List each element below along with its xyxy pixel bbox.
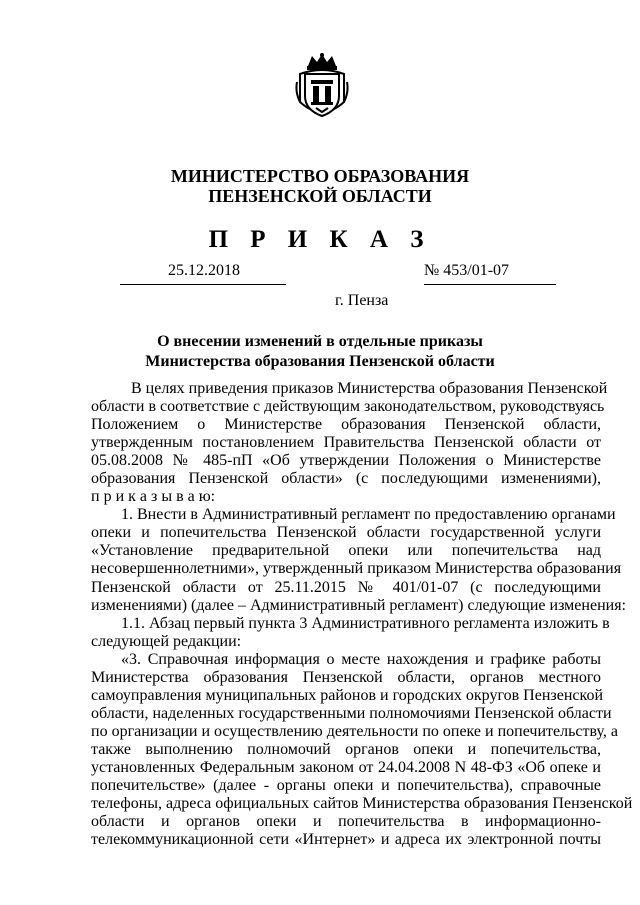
body-line: Пензенской области от 25.11.2015 № 401/01-07 (с последующими	[91, 578, 601, 596]
body-line: 1.1. Абзац первый пункта 3 Административного регламента изложить в	[121, 614, 610, 632]
body-line: несовершеннолетними», утвержденный приказом Министерства образования	[91, 560, 622, 578]
subject-line1: О внесении изменений в отдельные приказы	[157, 333, 483, 350]
body-line: изменениями) (далее – Административный регламент) следующие изменения:	[91, 596, 626, 614]
body-line: опеки и попечительства Пензенской области государственной услуги	[91, 524, 601, 542]
body-line: следующей редакции:	[91, 632, 242, 650]
number-underline	[424, 284, 556, 285]
ministry-name-line2: ПЕНЗЕНСКОЙ ОБЛАСТИ	[208, 186, 432, 206]
body-line: Министерства образования Пензенской области, органов местного	[91, 668, 601, 686]
body-line: телефоны, адреса официальных сайтов Министерства образования Пензенской	[91, 795, 633, 813]
body-line: утвержденным постановлением Правительства Пензенской области от	[91, 434, 601, 452]
body-line: установленных Федеральным законом от 24.04.2008 N 48-ФЗ «Об опеке и	[91, 758, 601, 776]
date-underline	[120, 284, 286, 285]
body-line: 05.08.2008 № 485-пП «Об утверждении Положения о Министерстве	[91, 452, 601, 470]
body-line: попечительстве» (далее - органы опеки и попечительства), справочные	[91, 777, 601, 795]
city: г. Пенза	[335, 292, 389, 309]
order-body	[91, 380, 633, 849]
body-line: п р и к а з ы в а ю:	[91, 488, 216, 506]
body-line: 1. Внести в Административный регламент по предоставлению органами	[121, 506, 616, 524]
subject-line2: Министерства образования Пензенской области	[145, 353, 495, 370]
body-line: «Установление предварительной опеки или попечительства над	[91, 542, 601, 560]
order-date: 25.12.2018	[168, 262, 240, 279]
body-line: по организации и осуществлению деятельности по опеке и попечительству, а	[91, 722, 619, 740]
body-line: также выполнению полномочий органов опеки и попечительства,	[91, 740, 601, 758]
body-line: «3. Справочная информация о месте нахождения и графике работы	[121, 650, 601, 668]
body-line: телекоммуникационной сети «Интернет» и адреса их электронной почты	[91, 831, 601, 849]
body-line: самоуправления муниципальных районов и городских округов Пензенской	[91, 686, 603, 704]
body-line: В целях приведения приказов Министерства образования Пензенской	[131, 380, 608, 397]
body-line: образования Пензенской области» (с последующими изменениями),	[91, 470, 601, 488]
order-number: № 453/01-07	[424, 262, 510, 279]
body-line: области и органов опеки и попечительства в информационно-	[91, 813, 601, 831]
body-line: области, наделенных государственными полномочиями Пензенской области	[91, 704, 612, 722]
body-line: Положением о Министерстве образования Пензенской области,	[91, 416, 601, 434]
coat-of-arms-icon	[294, 52, 350, 122]
document-type-title: П Р И К А З	[208, 226, 432, 253]
ministry-name-line1: МИНИСТЕРСТВО ОБРАЗОВАНИЯ	[170, 166, 470, 186]
body-line: области в соответствие с действующим законодательством, руководствуясь	[91, 398, 605, 416]
